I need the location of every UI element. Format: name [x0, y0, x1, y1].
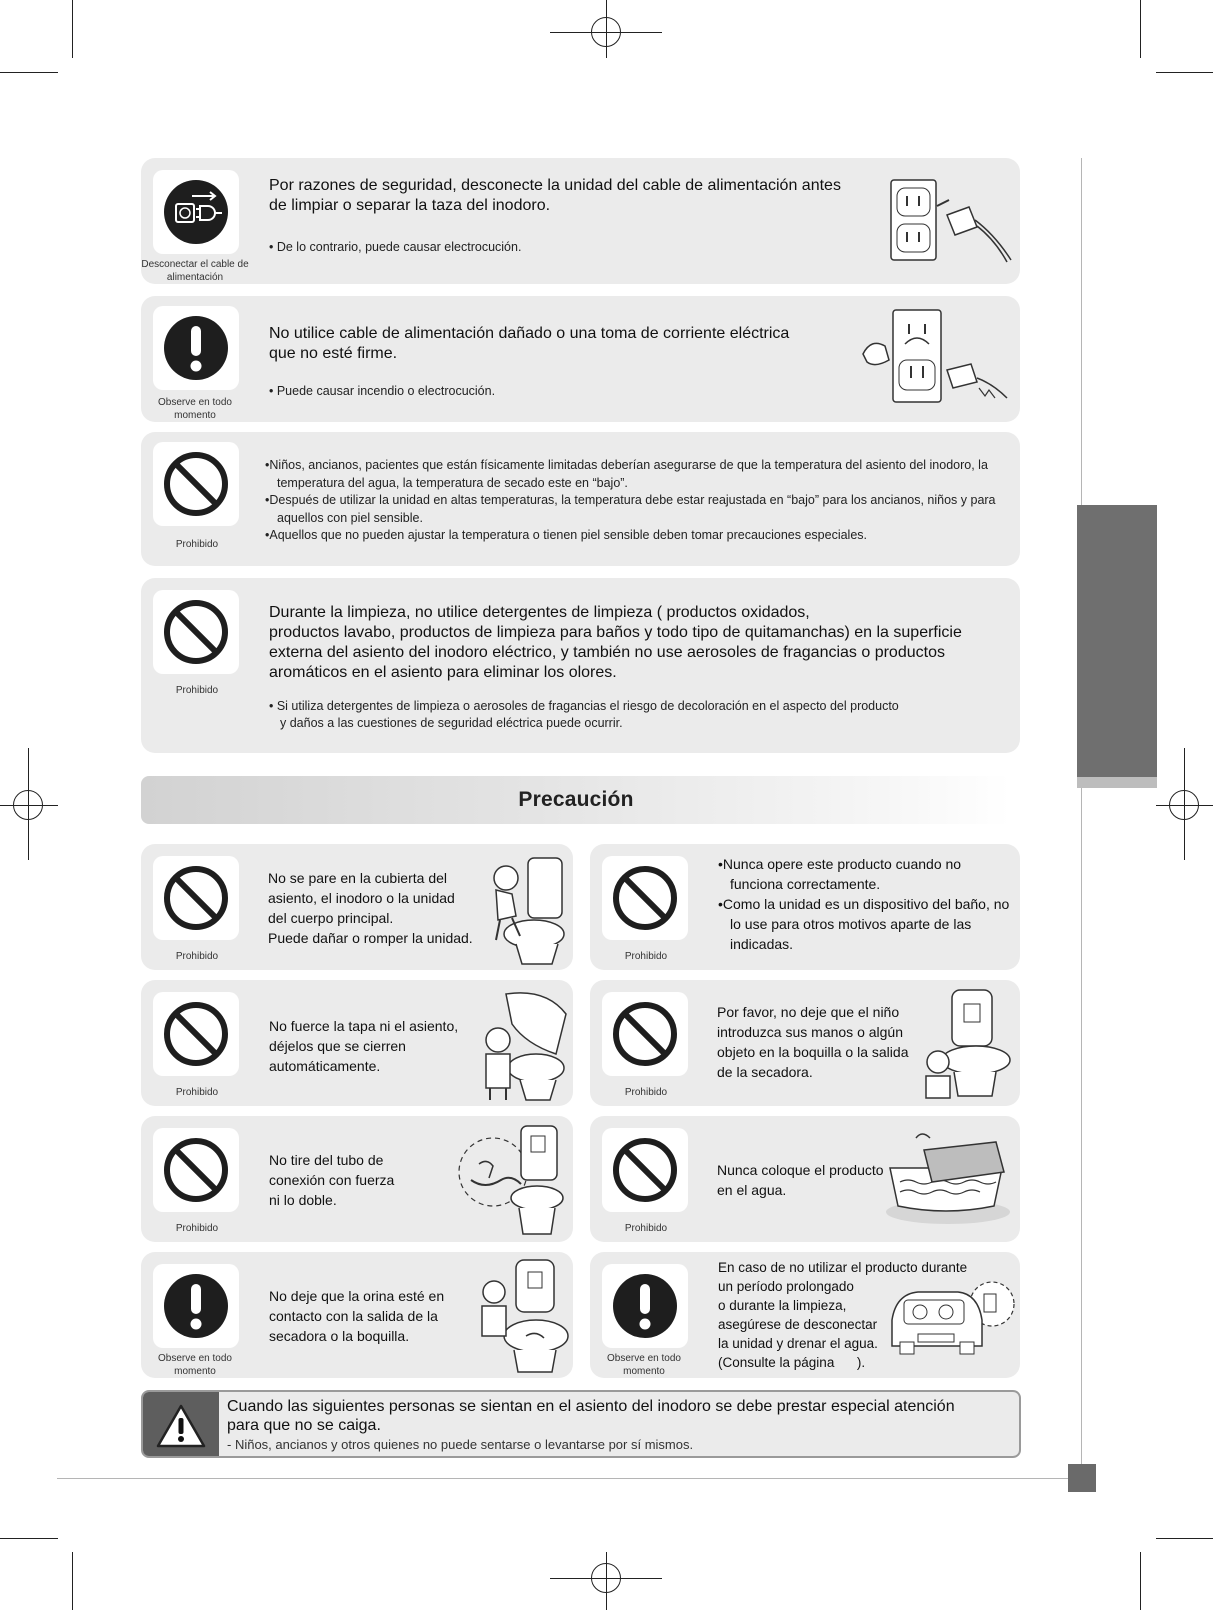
precaution-banner — [141, 776, 1011, 824]
icon-caption: Prohibido — [175, 1223, 219, 1234]
card-line: ni lo doble. — [269, 1192, 337, 1208]
crop-mark — [1140, 1552, 1141, 1610]
icon-box — [153, 306, 239, 390]
bullet-item: • Después de utilizar la unidad en altas temperaturas, la temperatura debe estar reajustada en “bajo” para los ancianos, niños y para aquellos con piel sensible. — [265, 492, 1013, 527]
prohibited-icon — [161, 597, 231, 667]
card-stand-on-seat — [141, 844, 573, 970]
card-text — [717, 1002, 908, 1082]
card-line: contacto con la salida de la — [269, 1308, 438, 1324]
prohibited-icon — [161, 1135, 231, 1205]
card-line: Nunca coloque el producto — [717, 1162, 884, 1178]
damaged-cable-panel — [141, 296, 1020, 422]
card-text — [717, 1160, 884, 1200]
bullet-item: • Niños, ancianos, pacientes que están físicamente limitadas deberían asegurarse de que la temperatura del asiento del inodoro, la temperatura del agua, la temperatura de secado este en “bajo”. — [265, 457, 1013, 492]
child-on-toilet-illustration — [476, 848, 571, 966]
registration-mark — [13, 790, 43, 820]
card-line: asegúrese de desconectar — [718, 1317, 878, 1332]
crop-mark — [0, 72, 58, 73]
icon-box — [602, 992, 688, 1076]
card-line: la unidad y drenar el agua. — [718, 1336, 878, 1351]
card-line: Puede dañar o romper la unidad. — [268, 930, 473, 946]
registration-mark — [591, 17, 621, 47]
chapter-tab-edge — [1077, 777, 1157, 788]
icon-caption: Observe en todo momento — [158, 1353, 232, 1377]
card-text — [268, 868, 473, 948]
prohibited-icon — [161, 449, 231, 519]
icon-caption: Prohibido — [175, 951, 219, 962]
exclamation-icon — [162, 1272, 230, 1340]
crop-mark — [72, 1552, 73, 1610]
card-line: No se pare en la cubierta del — [268, 870, 447, 886]
registration-mark — [591, 1563, 621, 1593]
heading-line: que no esté firme. — [269, 345, 398, 362]
card-malfunction — [590, 844, 1020, 970]
registration-mark — [1169, 790, 1199, 820]
temperature-bullets — [265, 457, 1013, 545]
car-trip-illustration — [886, 1270, 1016, 1370]
card-line: o durante la limpieza, — [718, 1298, 847, 1313]
icon-caption: Desconectar el cable de alimentación — [141, 259, 249, 283]
card-urine — [141, 1252, 573, 1378]
prohibited-icon — [161, 863, 231, 933]
card-line: en el agua. — [717, 1182, 787, 1198]
heading-line: No utilice cable de alimentación dañado o una toma de corriente eléctrica — [269, 325, 790, 342]
warning-line: Cuando las siguientes personas se sientan en el asiento del inodoro se debe prestar especial atención — [227, 1398, 955, 1415]
card-line: En caso de no utilizar el producto durante — [718, 1260, 968, 1275]
exclamation-icon — [611, 1272, 679, 1340]
card-line: conexión con fuerza — [269, 1172, 395, 1188]
hose-toilet-illustration — [451, 1120, 569, 1238]
card-hose — [141, 1116, 573, 1242]
icon-box — [602, 1264, 688, 1348]
warning-text — [227, 1397, 1007, 1435]
margin-rule — [1081, 158, 1082, 1478]
card-line: secadora o la boquilla. — [269, 1328, 410, 1344]
card-line: Por favor, no deje que el niño — [717, 1004, 900, 1020]
exclamation-icon — [162, 314, 230, 382]
card-line: objeto en la boquilla o la salida — [717, 1044, 909, 1060]
heading-line: de limpiar o separar la taza del inodoro. — [269, 197, 551, 214]
heading-line: aromáticos en el asiento para eliminar los olores. — [269, 664, 617, 681]
heading-line: Durante la limpieza, no utilice detergentes de limpieza ( productos oxidados, — [269, 604, 810, 621]
card-line: del cuerpo principal. — [268, 910, 394, 926]
icon-caption: Prohibido — [624, 1087, 668, 1098]
card-line: No fuerce la tapa ni el asiento, — [269, 1018, 459, 1034]
heading-line: productos lavabo, productos de limpieza para baños y todo tipo de quitamanchas) en la superficie — [269, 624, 962, 641]
card-line: No tire del tubo de — [269, 1152, 384, 1168]
crop-mark — [72, 0, 73, 58]
unit-in-water-illustration — [880, 1130, 1016, 1226]
heading-line: externa del asiento del inodoro eléctrico, y también no use aerosoles de fragancias o productos — [269, 644, 945, 661]
icon-box — [602, 1128, 688, 1212]
icon-caption: Observe en todo momento — [158, 397, 232, 421]
card-line: automáticamente. — [269, 1058, 381, 1074]
chapter-tab — [1077, 505, 1157, 777]
temperature-panel — [141, 432, 1020, 566]
card-line: (Consulte la página ). — [718, 1355, 866, 1370]
crop-mark — [1156, 72, 1213, 73]
icon-box — [153, 442, 239, 526]
disconnect-panel — [141, 158, 1020, 284]
icon-box — [602, 856, 688, 940]
card-long-absence — [590, 1252, 1020, 1378]
card-bullets — [718, 854, 1010, 954]
card-line: No deje que la orina esté en — [269, 1288, 445, 1304]
prohibited-icon — [161, 999, 231, 1069]
bullet-item: • Como la unidad es un dispositivo del baño, no lo use para otros motivos aparte de las indicadas. — [718, 894, 1010, 954]
crop-mark — [0, 1538, 58, 1539]
icon-caption: Prohibido — [624, 951, 668, 962]
warning-bar — [141, 1390, 1021, 1458]
card-line: asiento, el inodoro o la unidad — [268, 890, 455, 906]
card-text — [269, 1150, 394, 1210]
icon-caption: Prohibido — [624, 1223, 668, 1234]
crop-mark — [1156, 1538, 1213, 1539]
page-marker — [1068, 1464, 1096, 1492]
icon-caption: Prohibido — [175, 1087, 219, 1098]
card-water — [590, 1116, 1020, 1242]
bullet-item: • Aquellos que no pueden ajustar la temperatura o tienen piel sensible deben tomar precauciones especiales. — [265, 527, 1013, 545]
heading-line: Por razones de seguridad, desconecte la unidad del cable de alimentación antes — [269, 177, 841, 194]
unplug-icon — [162, 178, 230, 246]
card-line: déjelos que se cierren — [269, 1038, 406, 1054]
icon-box — [153, 590, 239, 674]
warning-icon-box — [143, 1392, 219, 1458]
footer-rule — [57, 1478, 1081, 1479]
icon-caption: Observe en todo momento — [607, 1353, 681, 1377]
child-urine-illustration — [476, 1256, 571, 1374]
prohibited-icon — [610, 999, 680, 1069]
card-force-lid — [141, 980, 573, 1106]
crop-mark — [1140, 0, 1141, 58]
precaution-title: Precaución — [518, 788, 634, 811]
icon-box — [153, 1264, 239, 1348]
warning-subtext: - Niños, ancianos y otros quienes no puede sentarse o levantarse por sí mismos. — [227, 1437, 694, 1452]
bullet-text: • Puede causar incendio o electrocución. — [269, 384, 496, 398]
card-child-hands — [590, 980, 1020, 1106]
child-lid-illustration — [476, 984, 571, 1102]
child-nozzle-illustration — [918, 984, 1016, 1102]
plug-outlet-illustration — [889, 170, 1014, 270]
warning-line: para que no se caiga. — [227, 1417, 381, 1434]
bullet-text: y daños a las cuestiones de seguridad eléctrica puede ocurrir. — [280, 716, 623, 730]
prohibited-icon — [610, 863, 680, 933]
warning-triangle-icon — [155, 1403, 207, 1449]
bullet-text: • Si utiliza detergentes de limpieza o aerosoles de fragancias el riesgo de decoloración en el aspecto del producto — [269, 699, 899, 713]
icon-caption: Prohibido — [175, 685, 219, 696]
damaged-outlet-illustration — [853, 304, 1013, 414]
card-line: introduzca sus manos o algún — [717, 1024, 903, 1040]
card-line: un período prolongado — [718, 1279, 854, 1294]
detergents-panel — [141, 578, 1020, 753]
card-line: de la secadora. — [717, 1064, 813, 1080]
card-text — [269, 1016, 458, 1076]
bullet-text: • De lo contrario, puede causar electrocución. — [269, 240, 522, 254]
icon-box — [153, 992, 239, 1076]
prohibited-icon — [610, 1135, 680, 1205]
icon-box — [153, 856, 239, 940]
icon-caption: Prohibido — [175, 539, 219, 550]
icon-box — [153, 1128, 239, 1212]
bullet-item: • Nunca opere este producto cuando no funciona correctamente. — [718, 854, 1010, 894]
icon-box — [153, 170, 239, 254]
card-text — [269, 1286, 444, 1346]
